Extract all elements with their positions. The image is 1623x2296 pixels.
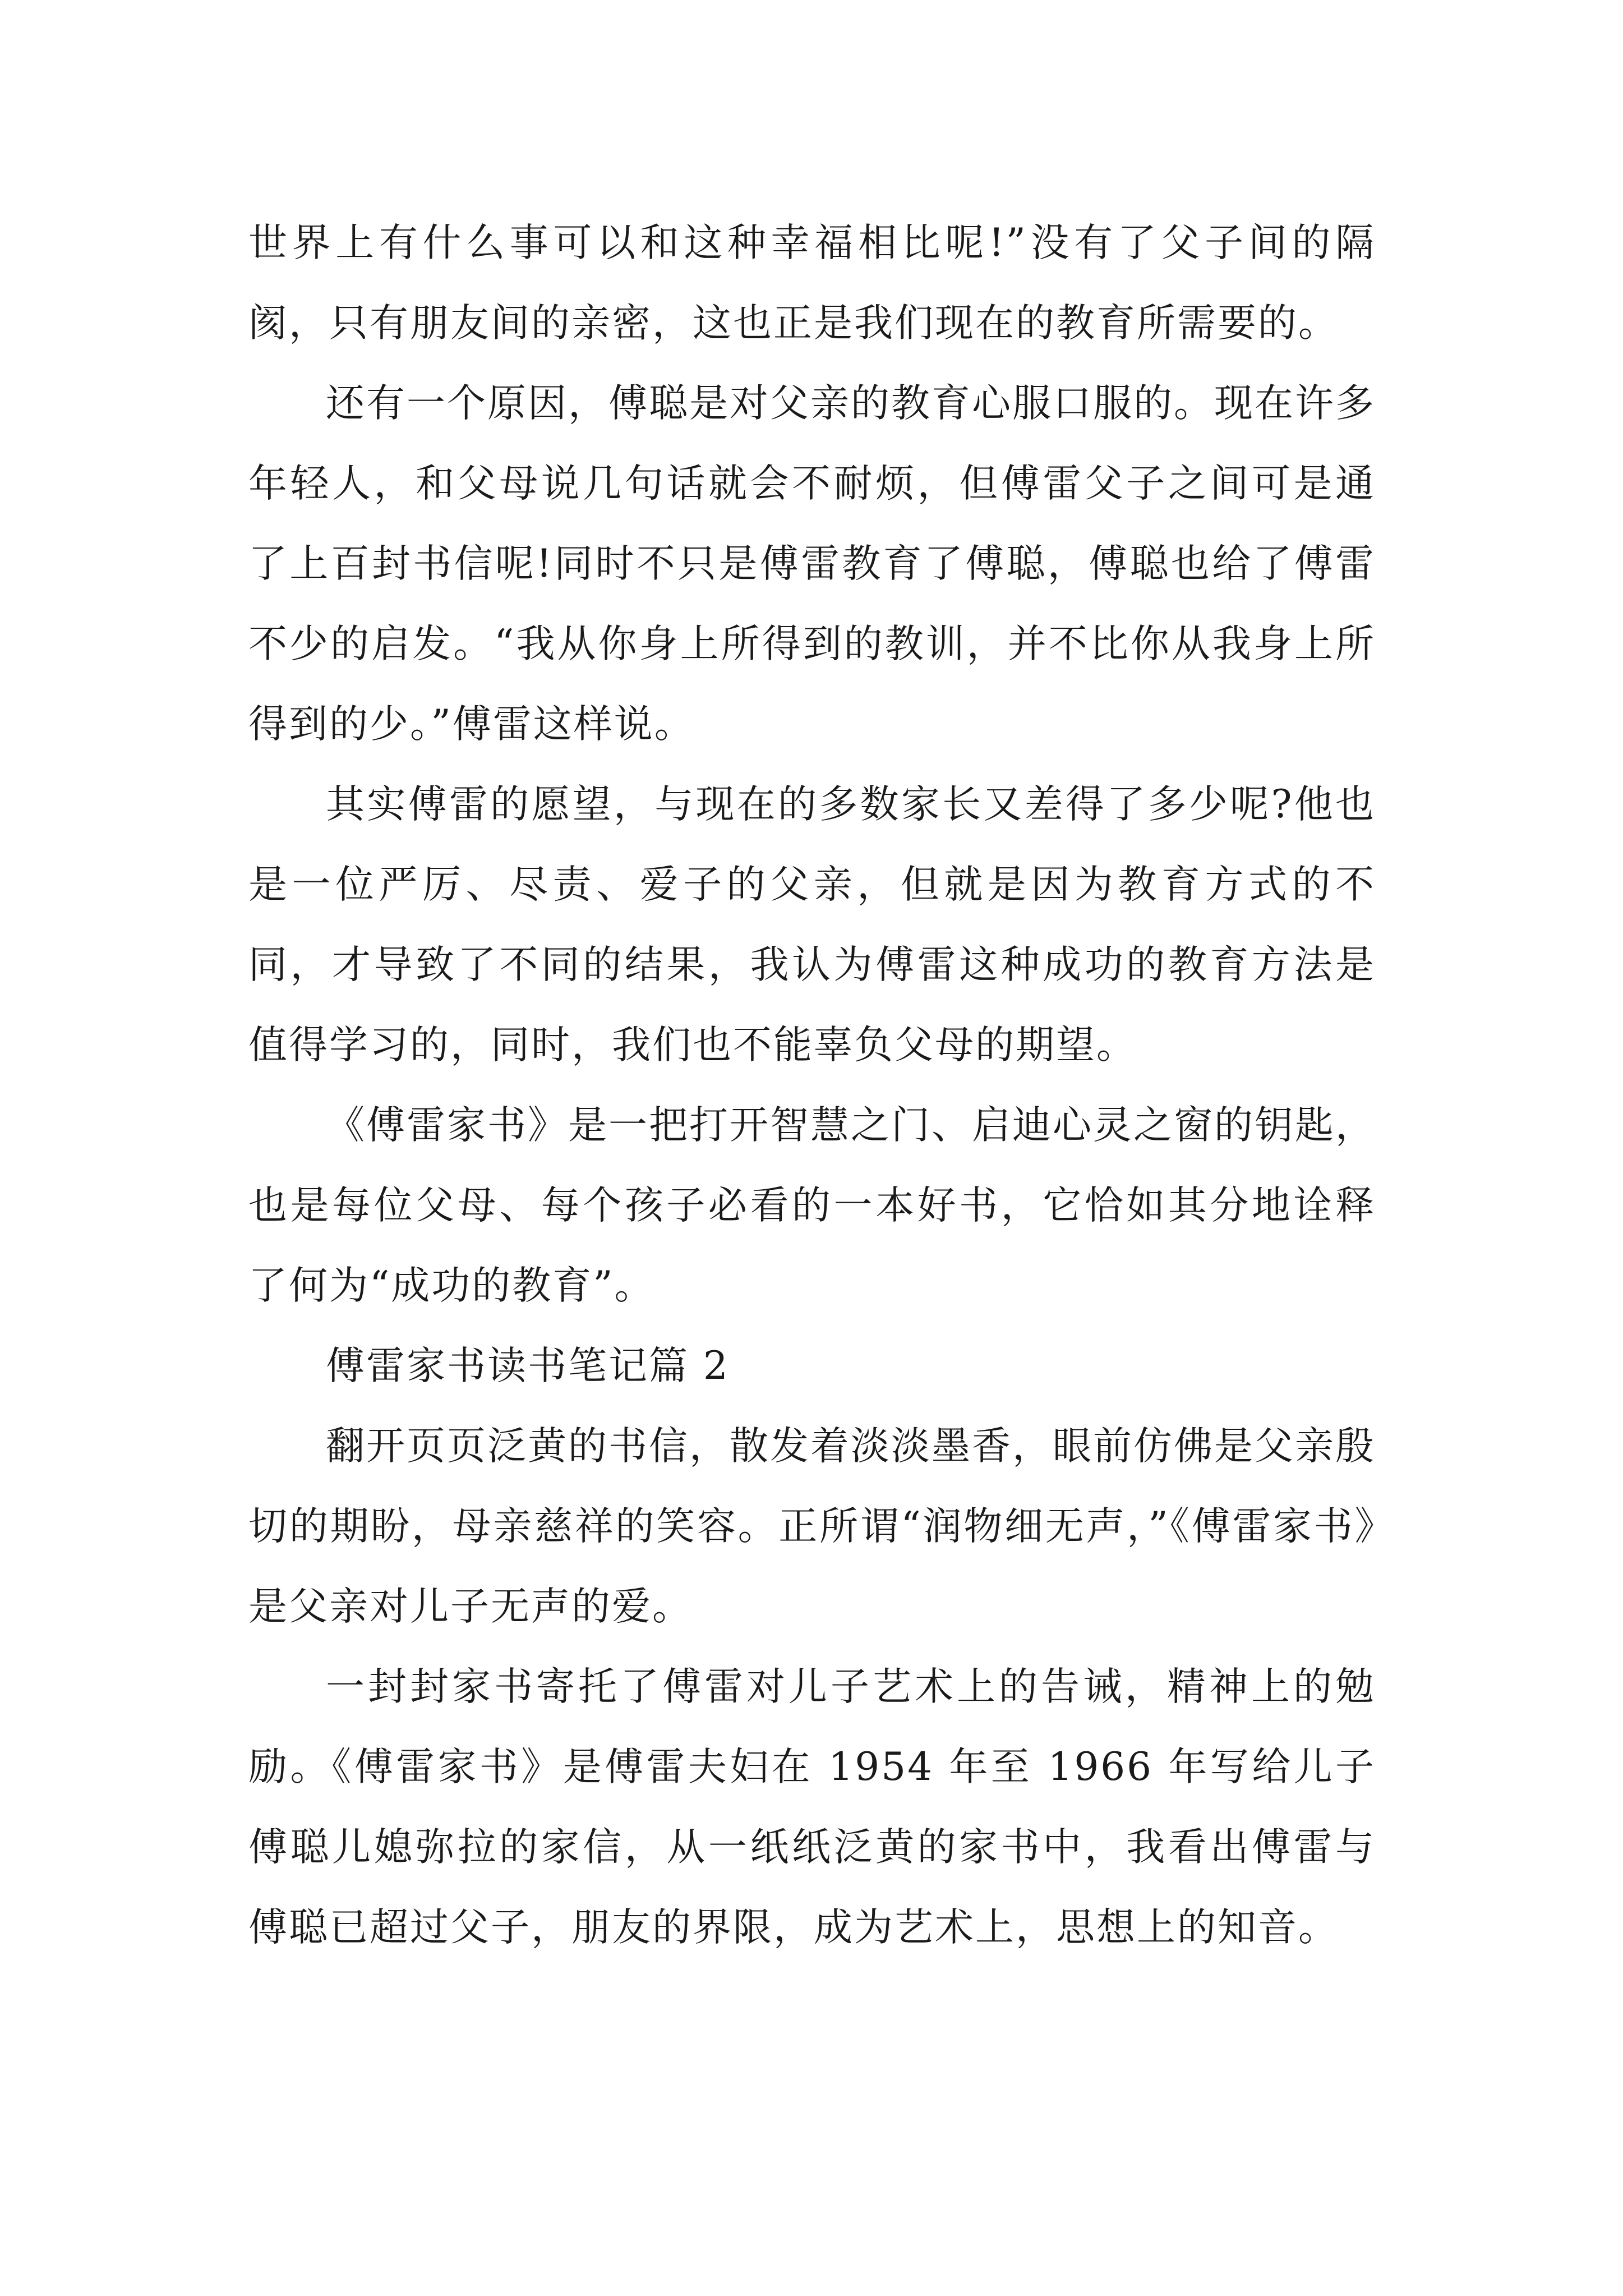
paragraph-letters-1954-1966: 一封封家书寄托了傅雷对儿子艺术上的告诫，精神上的勉励。《傅雷家书》是傅雷夫妇在 1954 年至 1966 年写给儿子傅聪儿媳弥拉的家信，从一纸纸泛黄的家书中，我看出傅雷与傅聪已超过父子，朋友的界限，成为艺术上，思想上的知音。 xyxy=(248,1664,1376,1950)
section-heading: 傅雷家书读书笔记篇 2 xyxy=(326,1343,730,1388)
paragraph-opening-letters: 翻开页页泛黄的书信，散发着淡淡墨香，眼前仿佛是父亲殷切的期盼，母亲慈祥的笑容。正所谓“润物细无声，”《傅雷家书》是父亲对儿子无声的爱。 xyxy=(248,1424,1376,1629)
paragraph-book-key: 《傅雷家书》是一把打开智慧之门、启迪心灵之窗的钥匙，也是每位父母、每个孩子必看的一本好书，它恰如其分地诠释了何为“成功的教育”。 xyxy=(248,1103,1376,1308)
document-body xyxy=(248,203,1376,1968)
paragraph-continuation: 世界上有什么事可以和这种幸福相比呢!”没有了父子间的隔阂，只有朋友间的亲密，这也正是我们现在的教育所需要的。 xyxy=(248,220,1376,346)
paragraph-fu-cong-persuaded: 还有一个原因，傅聪是对父亲的教育心服口服的。现在许多年轻人，和父母说几句话就会不耐烦，但傅雷父子之间可是通了上百封书信呢!同时不只是傅雷教育了傅聪，傅聪也给了傅雷不少的启发。“我从你身上所得到的教训，并不比你从我身上所得到的少。”傅雷这样说。 xyxy=(248,381,1376,747)
paragraph-parents-wish: 其实傅雷的愿望，与现在的多数家长又差得了多少呢?他也是一位严厉、尽责、爱子的父亲，但就是因为教育方式的不同，才导致了不同的结果，我认为傅雷这种成功的教育方法是值得学习的，同时，我们也不能辜负父母的期望。 xyxy=(248,782,1376,1068)
